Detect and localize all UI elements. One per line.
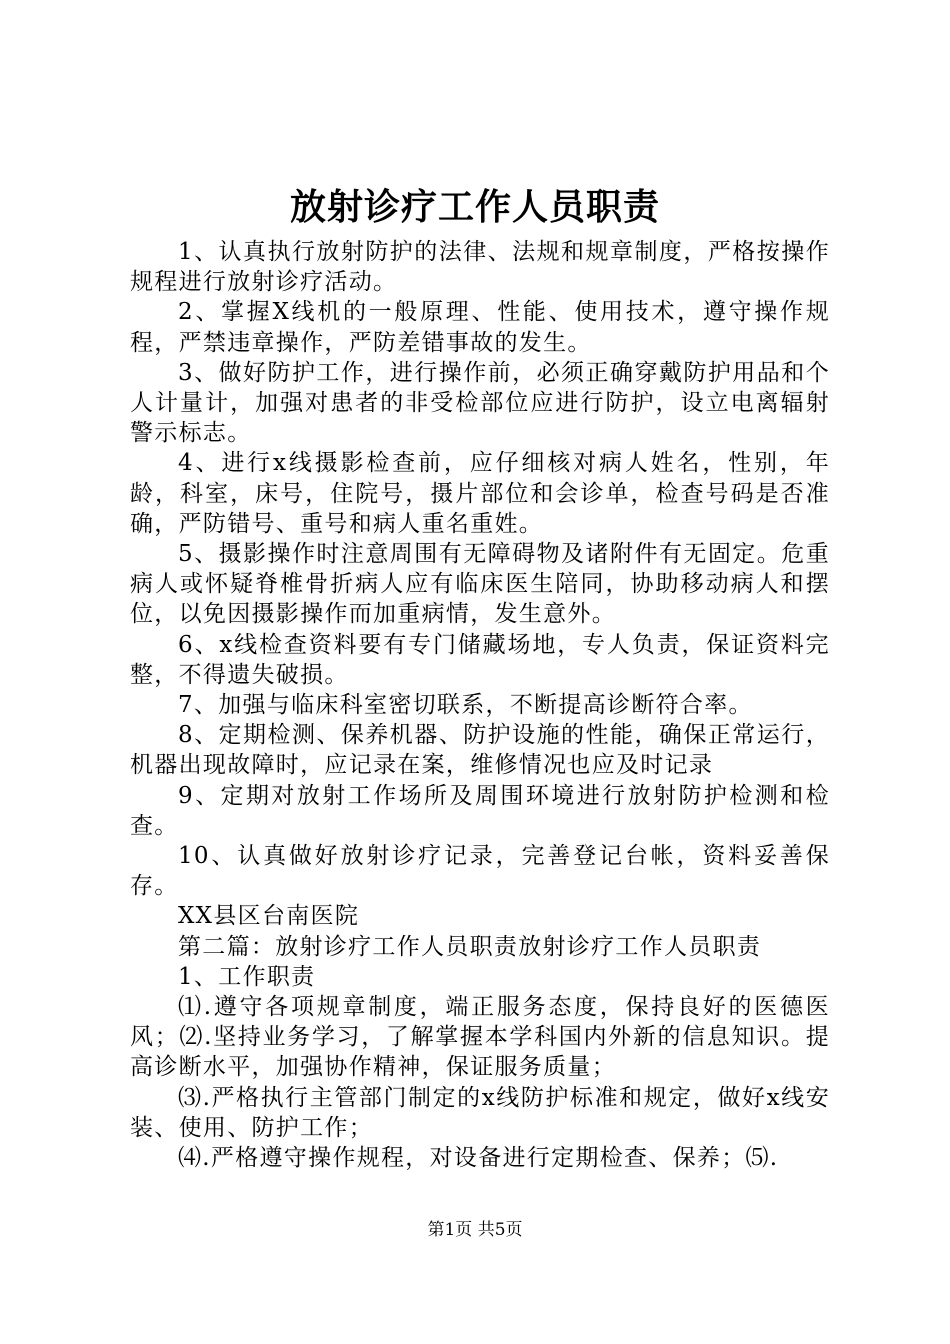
document-body <box>130 237 830 1173</box>
paragraph-duty-6: 6、x线检查资料要有专门储藏场地，专人负责，保证资料完整，不得遗失破损。 <box>130 631 830 688</box>
paragraph-duty-3: 3、做好防护工作，进行操作前，必须正确穿戴防护用品和个人计量计，加强对患者的非受检部位应进行防护，设立电离辐射警示标志。 <box>130 359 830 447</box>
paragraph-duty-1: 1、认真执行放射防护的法律、法规和规章制度，严格按操作规程进行放射诊疗活动。 <box>130 239 830 296</box>
document-title: 放射诊疗工作人员职责 <box>289 186 660 228</box>
paragraph-duty-10: 10、认真做好放射诊疗记录，完善登记台帐，资料妥善保存。 <box>130 843 830 900</box>
paragraph-duty-5: 5、摄影操作时注意周围有无障碍物及诸附件有无固定。危重病人或怀疑脊椎骨折病人应有临床医生陪同，协助移动病人和摆位，以免因摄影操作而加重病情，发生意外。 <box>130 541 830 628</box>
paragraph-work-duty-1-2: ⑴.遵守各项规章制度，端正服务态度，保持良好的医德医风；⑵.坚持业务学习，了解掌握本学科国内外新的信息知识。提高诊断水平，加强协作精神，保证服务质量； <box>130 994 830 1081</box>
paragraph-duty-4: 4、进行x线摄影检查前，应仔细核对病人姓名，性别，年龄，科室，床号，住院号，摄片部位和会诊单，检查号码是否准确，严防错号、重号和病人重名重姓。 <box>130 450 830 537</box>
paragraph-duty-7: 7、加强与临床科室密切联系，不断提高诊断符合率。 <box>178 692 753 719</box>
page-footer: 第1页 共5页 <box>427 1220 523 1240</box>
paragraph-duty-8: 8、定期检测、保养机器、防护设施的性能，确保正常运行，机器出现故障时，应记录在案，维修情况也应及时记录 <box>130 722 830 779</box>
paragraph-work-duties-heading: 1、工作职责 <box>178 963 316 990</box>
paragraph-duty-2: 2、掌握X线机的一般原理、性能、使用技术，遵守操作规程，严禁违章操作，严防差错事故的发生。 <box>130 299 830 356</box>
paragraph-work-duty-3: ⑶.严格执行主管部门制定的x线防护标准和规定，做好x线安装、使用、防护工作； <box>130 1084 830 1141</box>
paragraph-work-duty-4-5: ⑷.严格遵守操作规程，对设备进行定期检查、保养；⑸. <box>178 1145 779 1172</box>
paragraph-hospital-name: XX县区台南医院 <box>178 903 360 930</box>
paragraph-second-article-heading: 第二篇：放射诊疗工作人员职责放射诊疗工作人员职责 <box>178 933 762 960</box>
paragraph-duty-9: 9、定期对放射工作场所及周围环境进行放射防护检测和检查。 <box>130 782 830 839</box>
